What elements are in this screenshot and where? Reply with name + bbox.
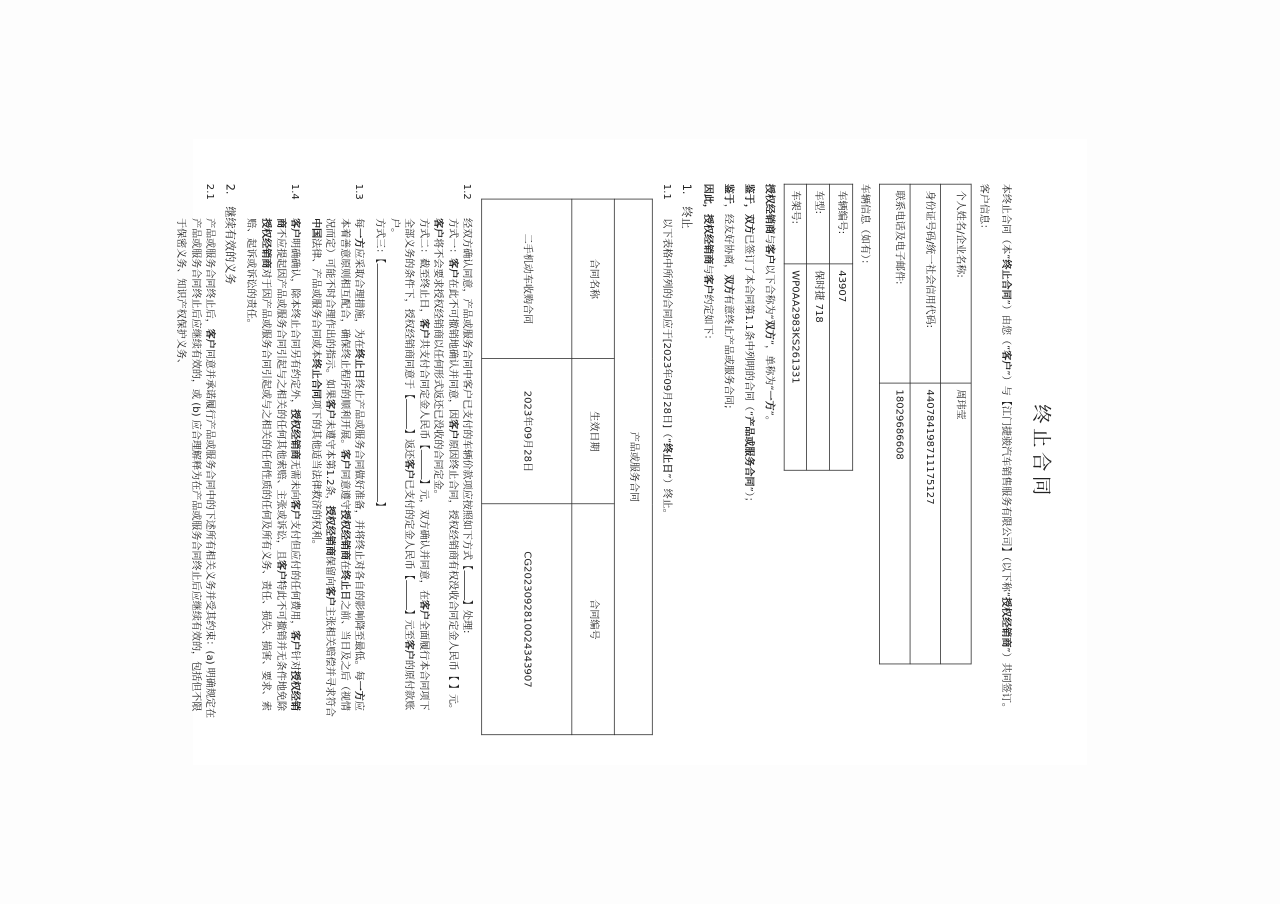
table-row (482, 199, 572, 735)
clause-span: 特此不可撤销并无条件地免除 (274, 580, 287, 711)
recital-bold: 授权经销商 (763, 183, 776, 235)
vehicle-no-label: 车辆编号: (830, 184, 853, 264)
clause-span: 】 (374, 501, 386, 512)
clause-bold: 客户 (324, 586, 337, 607)
vehicle-info-label: 车辆信息（如有）： (859, 183, 872, 270)
recital-bold: 鉴于，双方 (743, 183, 756, 235)
clause-bold: 客户 (289, 218, 302, 239)
clause-span: 】处理: (461, 599, 474, 634)
clause-text (308, 218, 366, 720)
clause-bold: 终止日 (353, 348, 366, 379)
clause-1-4 (244, 184, 302, 720)
clause-text (173, 218, 217, 720)
clause-bold: 授权经销商 (324, 505, 337, 556)
table-row (572, 199, 614, 735)
recital-text: 有意终止产品或服务合同; (722, 294, 735, 409)
clause-text (244, 218, 302, 720)
clause-span: 已支付的定金人民币【 (403, 479, 416, 580)
intro-text: ”）由您（“ (1000, 299, 1012, 351)
table-row (615, 199, 653, 735)
column-header-date: 生效日期 (572, 359, 614, 504)
clause-bold: 一方 (353, 228, 366, 249)
blank-field (377, 263, 378, 501)
clause-span: 共支付合同定金人民币【 (417, 338, 430, 450)
clause-number: 1.3 (353, 183, 366, 200)
intro-paragraph (998, 184, 1013, 720)
clause-span: 产品或服务合同终止后， (204, 218, 217, 329)
clause-span: 方式一： (446, 218, 459, 259)
recital-text: 与 (763, 234, 776, 245)
clause-span: ”）终止。 (660, 473, 673, 519)
table-row (880, 184, 911, 664)
table-row (941, 184, 972, 664)
vehicle-no-value: 43907 (830, 264, 853, 470)
recital-text: 已签订了本合同第1.1条中列明的合同（“ (743, 234, 756, 417)
section-title: 终止 (679, 206, 694, 229)
recital-text: ”，单称为“ (763, 339, 776, 391)
clause-bold: 客户 (446, 419, 459, 440)
clause-bold: 客户 (403, 639, 416, 660)
recital-bold: 因此，授权经销商 (702, 183, 714, 265)
section-number: 1. (679, 183, 694, 195)
clause-2-1 (173, 184, 217, 720)
clause-span: 之前、当日及之后（视情况而定）可能不时合理作出的指示。如果 (324, 218, 351, 711)
clause-span: 应本着善意原则相互配合，确保终止程序的顺利开展。 (338, 218, 366, 711)
section-1-heading (678, 184, 694, 720)
clause-bold: 客户 (324, 399, 337, 420)
recital-bold: 鉴于 (722, 183, 735, 204)
clause-bold: 客户 (417, 318, 430, 339)
recital-bold: 双方 (722, 274, 735, 295)
clause-span: 在此不可撤销地确认并同意，因 (446, 278, 459, 420)
clause-span: 】元，双方确认并同意，在 (417, 479, 430, 600)
clause-span: 】返还 (403, 428, 416, 460)
intro-text: ”）与【江门捷骏汽车销售服务有限公司】（以下称“ (1000, 370, 1012, 598)
intro-bold: 授权经销商 (1000, 597, 1012, 648)
clause-span: 主张相关赔偿并寻求符合 (324, 606, 337, 717)
table-row (830, 184, 853, 470)
intro-text: ”）共同签订。 (1000, 647, 1012, 713)
section-title: 继续有效的义务 (223, 206, 237, 285)
clause-span: 支付但应付的任何费用， (289, 519, 302, 631)
clause-1-2 (372, 184, 474, 720)
clause-number: 1.2 (461, 183, 474, 200)
clause-bold: 终止日 (338, 570, 351, 601)
clause-span: 针对 (289, 650, 302, 671)
recital-therefore (700, 184, 715, 720)
clause-span: 应采取合理措施，为在 (353, 248, 366, 349)
vehicle-model-label: 车型: (807, 184, 830, 264)
recital-bold: 一方 (763, 390, 776, 411)
clause-span: 原因终止合同，授权经销商有权没收合同定金人民币【 】元。 (446, 439, 459, 715)
customer-name-label: 个人姓名/企业名称: (941, 184, 972, 383)
clause-bold: 授权经销商 (274, 218, 302, 711)
customer-info-table (879, 184, 971, 665)
column-header-name: 合同名称 (572, 199, 614, 359)
table-row (784, 184, 807, 470)
clause-span: 明确确认，除本终止合同另有约定外， (289, 238, 302, 410)
intro-text: 本终止合同（本“ (1000, 183, 1012, 260)
clause-span: 未遵守本第1.2条， (324, 419, 337, 506)
clause-span: 不应提起因产品或服务合同引起与之相关的任何其他索赔、主张或诉讼，且 (274, 228, 287, 561)
vehicle-info-table (784, 184, 853, 471)
blank-field (406, 580, 407, 610)
clause-span: 同意遵守 (338, 469, 351, 510)
blank-field (406, 399, 407, 429)
recital-bold: 产品或服务合同 (743, 416, 756, 487)
contract-name-cell: 二手机动车收购合同 (482, 199, 572, 359)
intro-bold: 客户 (1000, 350, 1012, 371)
customer-name-value: 周玮莹 (941, 383, 972, 664)
recital-text: ”）； (743, 486, 756, 507)
clause-bold: 客户 (289, 499, 302, 520)
clause-1-3 (308, 184, 366, 720)
effective-date-cell: 2023年09月28日 (482, 359, 572, 504)
contract-page (175, 139, 1087, 765)
recital-text: 与 (702, 264, 714, 275)
recital-bold: 客户 (763, 244, 776, 265)
contract-number-cell: CG2023092810024343907 (482, 504, 572, 735)
recital-bold: 双方 (763, 319, 776, 340)
clause-span: 将不会要求授权经销商以任何形式返还已没收的合同定金。 (432, 238, 445, 500)
recital-text: ，经友好协商， (722, 203, 735, 275)
clause-bold: 终止日 (660, 443, 673, 474)
clause-span: 法律、产品或服务合同或本 (309, 238, 322, 359)
clause-bold: 客户 (417, 599, 430, 620)
column-header-number: 合同编号 (572, 504, 614, 735)
clause-text (659, 218, 674, 720)
document-title: 终止合同 (1029, 404, 1052, 500)
customer-phone-value: 18029686608 (880, 383, 911, 664)
table-row (807, 184, 830, 470)
clause-span: 终止产品或服务合同做好准备，并将终止对各自的影响降至最低。每 (353, 378, 366, 681)
vehicle-vin-value: WP0AA2983KS261331 (784, 264, 807, 470)
recital-whereas-terminate (721, 184, 736, 720)
clause-span: 对于因产品或服务合同引起或与之相关的任何性质的任何及所有义务、责任、损失、损害、要求、索赔、起诉或诉讼的责任。 (245, 218, 273, 711)
table-row (910, 184, 941, 664)
section-number: 2. (223, 183, 237, 195)
vehicle-model-value: 保时捷 718 (807, 264, 830, 470)
recital-text: 约定如下： (702, 294, 714, 345)
customer-id-label: 身份证号码/统一社会信用代码: (910, 184, 941, 383)
clause-bold: 客户 (432, 218, 445, 239)
clause-span: 同意并承诺履行产品或服务合同中的下述所有相关义务并受其约束：(a) 明确规定在产品或服务合同终止后应继续有效的，或 (b) 应合理解释为在产品或服务合同终止后应继续有效的，包括但不限于保密义务、知识产权保护义务、 (175, 218, 217, 719)
clause-span: 】元至 (403, 609, 416, 640)
recital-bold: 客户 (702, 274, 714, 295)
customer-phone-label: 联系电话及电子邮件: (880, 184, 911, 383)
clause-number: 1.1 (660, 183, 673, 200)
clause-span: 方式二：截至终止日， (417, 218, 430, 319)
clause-span: 全面履行本合同项下全部义务的条件下，授权经销商同意于【 (403, 218, 430, 711)
clause-span: 每 (353, 218, 366, 229)
blank-field (464, 570, 465, 600)
customer-id-value: 440784198711175127 (910, 383, 941, 664)
recital-whereas-signed (741, 184, 756, 720)
clause-number: 2.1 (204, 183, 217, 200)
clause-bold: 客户 (274, 560, 287, 581)
customer-info-label: 客户信息： (978, 183, 990, 235)
intro-bold: 终止合同 (1000, 259, 1012, 300)
clause-bold: 授权经销商 (289, 409, 302, 460)
clause-number: 1.4 (289, 183, 302, 200)
clause-span: 以下表格中所列的合同应于[2023年09月28日]（“ (660, 218, 673, 444)
clause-span: 无需未向 (289, 459, 302, 500)
clause-bold: 授权经销商 (260, 218, 273, 269)
recital-text: ”。 (763, 410, 776, 426)
clause-span: 的原付款账户。 (388, 218, 416, 711)
clause-bold: 一方 (353, 680, 366, 701)
clause-span: 经双方确认同意，产品或服务合同中客户已支付的车辆价款项应按照如下方式【 (461, 218, 474, 571)
clause-bold: 中国 (309, 218, 322, 239)
service-contract-table (482, 199, 653, 735)
recital-text: 以下合称为“ (763, 264, 776, 320)
clause-bold: 客户 (204, 328, 217, 349)
clause-bold: 客户 (403, 459, 416, 480)
clause-bold: 终止合同 (309, 358, 322, 400)
clause-text (372, 218, 474, 720)
vehicle-vin-label: 车架号: (784, 184, 807, 264)
clause-span: 项下的其他适当法律救济的权利。 (309, 399, 322, 550)
clause-span: 方式三：【 (374, 218, 386, 264)
table-header: 产品或服务合同 (615, 199, 653, 735)
recital-parties (762, 184, 777, 720)
clause-bold: 授权经销商 (338, 509, 351, 561)
clause-1-1 (659, 184, 674, 720)
section-2-heading (221, 184, 237, 720)
clause-bold: 客户 (289, 630, 302, 651)
clause-span: 在 (338, 560, 351, 571)
blank-field (421, 449, 422, 479)
clause-bold: 客户 (338, 449, 351, 470)
clause-bold: 客户 (446, 258, 459, 279)
clause-span: 保留向 (324, 555, 337, 587)
